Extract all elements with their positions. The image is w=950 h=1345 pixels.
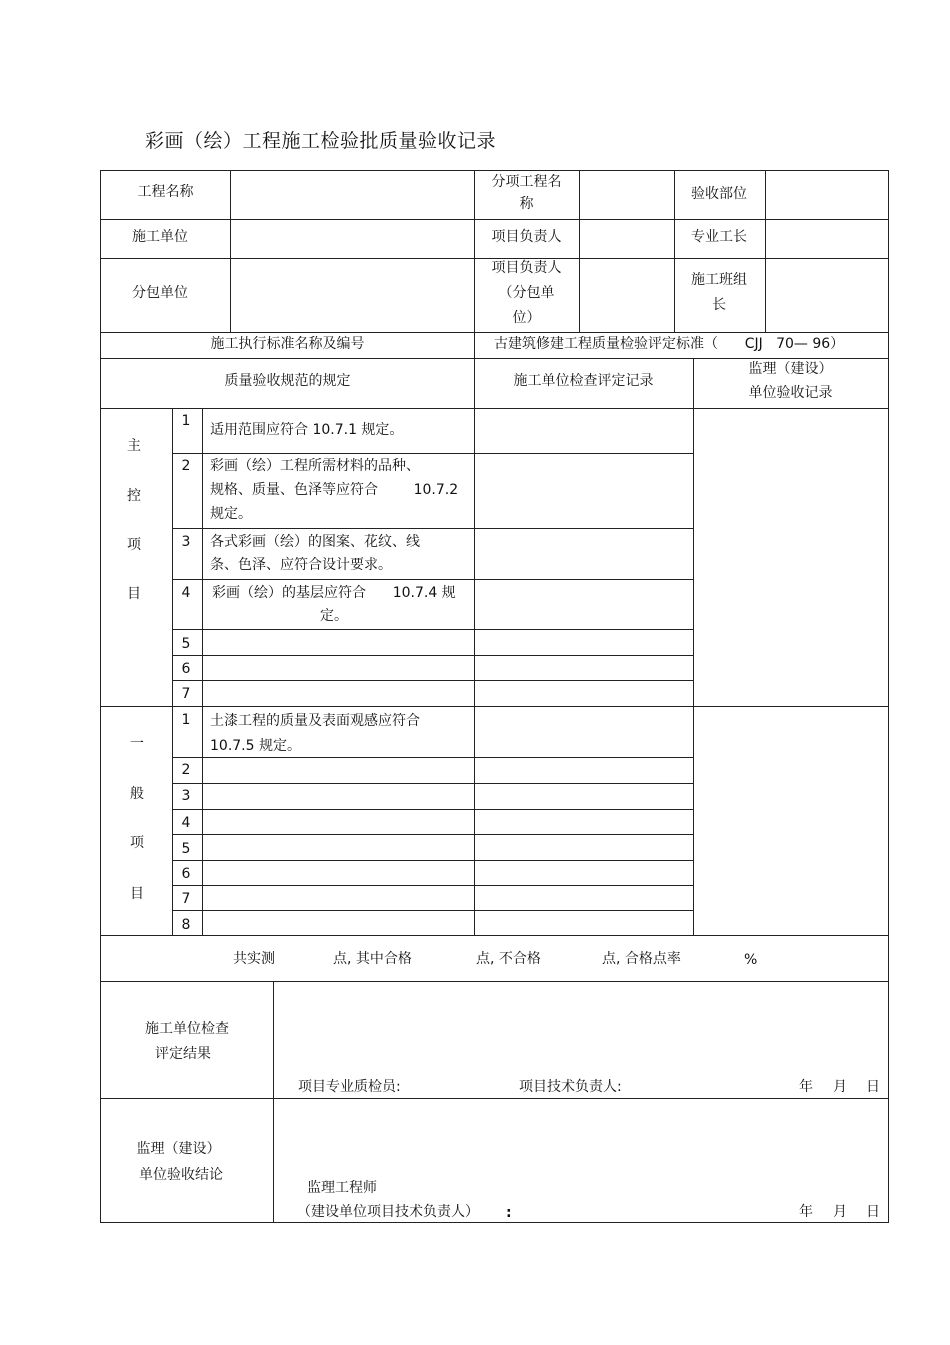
table-rule: [100, 935, 889, 936]
date-year-label: 年: [799, 1079, 813, 1095]
supervisor-result-label-line1: 监理（建设）: [136, 1141, 221, 1157]
table-rule: [202, 408, 203, 936]
table-rule: [172, 680, 694, 681]
supervisor-record-header-line1: 监理（建设）: [748, 361, 833, 377]
main-item-number: 3: [181, 534, 191, 550]
table-rule: [172, 834, 694, 835]
table-rule: [474, 408, 475, 936]
tech-lead-label: 项目技术负责人:: [519, 1079, 622, 1095]
main-item-text: 各式彩画（绘）的图案、花纹、线: [210, 534, 420, 550]
sub-project-label-line2: 称: [519, 196, 534, 212]
general-item-number: 4: [181, 815, 191, 831]
table-rule: [172, 655, 694, 656]
general-item-text: 10.7.5 规定。: [210, 738, 301, 754]
main-item-text: 规定。: [210, 506, 252, 522]
main-item-number: 6: [181, 661, 191, 677]
main-item-text: 定。: [320, 608, 348, 624]
main-item-text: 适用范围应符合 10.7.1 规定。: [210, 422, 404, 438]
contractor-result-label-line2: 评定结果: [155, 1046, 211, 1062]
main-item-text: 彩画（绘）工程所需材料的品种、: [210, 458, 420, 474]
standard-label: 施工执行标准名称及编号: [210, 336, 365, 352]
main-items-group-char: 主: [127, 438, 141, 454]
general-items-group-char: 般: [130, 786, 144, 802]
general-item-number: 8: [181, 917, 191, 933]
main-item-text: 规格、质量、色泽等应符合 10.7.2: [210, 482, 459, 498]
signature-colon: :: [506, 1205, 512, 1221]
supervisor-result-label-line2: 单位验收结论: [139, 1167, 223, 1183]
summary-qualified-label: 点, 其中合格: [333, 951, 412, 967]
main-item-text: 彩画（绘）的基层应符合 10.7.4 规: [212, 585, 456, 601]
contractor-result-label-line1: 施工单位检查: [145, 1021, 229, 1037]
foreman-label: 专业工长: [691, 229, 747, 245]
supervisor-engineer-label: 监理工程师: [307, 1180, 377, 1196]
date-month-label: 月: [833, 1079, 847, 1095]
table-rule: [693, 358, 694, 936]
general-item-number: 7: [181, 891, 191, 907]
main-item-number: 7: [181, 686, 191, 702]
table-rule: [765, 170, 766, 333]
table-rule: [100, 706, 889, 707]
project-name-label: 工程名称: [137, 184, 194, 200]
date-year-label: 年: [799, 1204, 813, 1220]
sub-pm-label-line2: （分包单: [498, 285, 555, 301]
general-item-number: 6: [181, 866, 191, 882]
sub-project-label-line1: 分项工程名: [491, 174, 562, 190]
standard-value: 古建筑修建工程质量检验评定标准（ CJJ 70— 96）: [494, 336, 845, 352]
main-items-group-char: 项: [127, 537, 141, 553]
table-rule: [172, 528, 694, 529]
main-item-text: 条、色泽、应符合设计要求。: [210, 557, 392, 573]
date-month-label: 月: [833, 1204, 847, 1220]
date-day-label: 日: [866, 1079, 880, 1095]
main-items-group-char: 目: [127, 586, 141, 602]
summary-total-label: 共实测: [233, 951, 275, 967]
table-rule: [100, 1098, 889, 1099]
table-rule: [230, 170, 231, 333]
table-rule: [172, 579, 694, 580]
quality-inspector-label: 项目专业质检员:: [298, 1079, 401, 1095]
table-rule: [172, 885, 694, 886]
general-item-text: 土漆工程的质量及表面观感应符合: [210, 713, 420, 729]
project-manager-label: 项目负责人: [491, 229, 562, 245]
general-item-number: 5: [181, 841, 191, 857]
general-item-number: 2: [181, 762, 191, 778]
sub-pm-label-line1: 项目负责人: [491, 260, 562, 276]
main-items-group-char: 控: [127, 488, 141, 504]
table-rule: [172, 629, 694, 630]
main-item-number: 1: [181, 413, 191, 429]
contractor-label: 施工单位: [132, 229, 188, 245]
table-rule: [172, 783, 694, 784]
acceptance-part-label: 验收部位: [691, 186, 747, 202]
date-day-label: 日: [866, 1204, 880, 1220]
sub-pm-label-line3: 位）: [512, 310, 541, 326]
table-rule: [172, 860, 694, 861]
general-items-group-char: 目: [130, 886, 144, 902]
subcontractor-label: 分包单位: [132, 285, 188, 301]
general-items-group-char: 一: [130, 736, 144, 752]
page-title: 彩画（绘）工程施工检验批质量验收记录: [145, 130, 497, 152]
summary-rate-label: 点, 合格点率: [602, 951, 681, 967]
summary-percent-sign: %: [744, 952, 758, 968]
contractor-record-column-header: 施工单位检查评定记录: [513, 373, 654, 389]
team-leader-label-line2: 长: [712, 297, 726, 313]
general-item-number: 1: [181, 712, 191, 728]
owner-tech-lead-label: （建设单位项目技术负责人）: [297, 1204, 479, 1220]
table-rule: [888, 170, 889, 1223]
supervisor-record-header-line2: 单位验收记录: [748, 385, 833, 401]
summary-unqualified-label: 点, 不合格: [476, 951, 541, 967]
general-items-group-char: 项: [130, 835, 144, 851]
table-rule: [579, 170, 580, 333]
table-rule: [100, 219, 889, 220]
main-item-number: 2: [181, 458, 191, 474]
main-item-number: 5: [181, 636, 191, 652]
table-rule: [172, 910, 694, 911]
main-item-number: 4: [181, 585, 191, 601]
table-rule: [100, 981, 889, 982]
team-leader-label-line1: 施工班组: [691, 272, 747, 288]
table-rule: [100, 1222, 889, 1223]
spec-column-header: 质量验收规范的规定: [224, 373, 351, 389]
table-rule: [172, 809, 694, 810]
general-item-number: 3: [181, 788, 191, 804]
table-rule: [100, 408, 889, 409]
table-rule: [273, 981, 274, 1223]
